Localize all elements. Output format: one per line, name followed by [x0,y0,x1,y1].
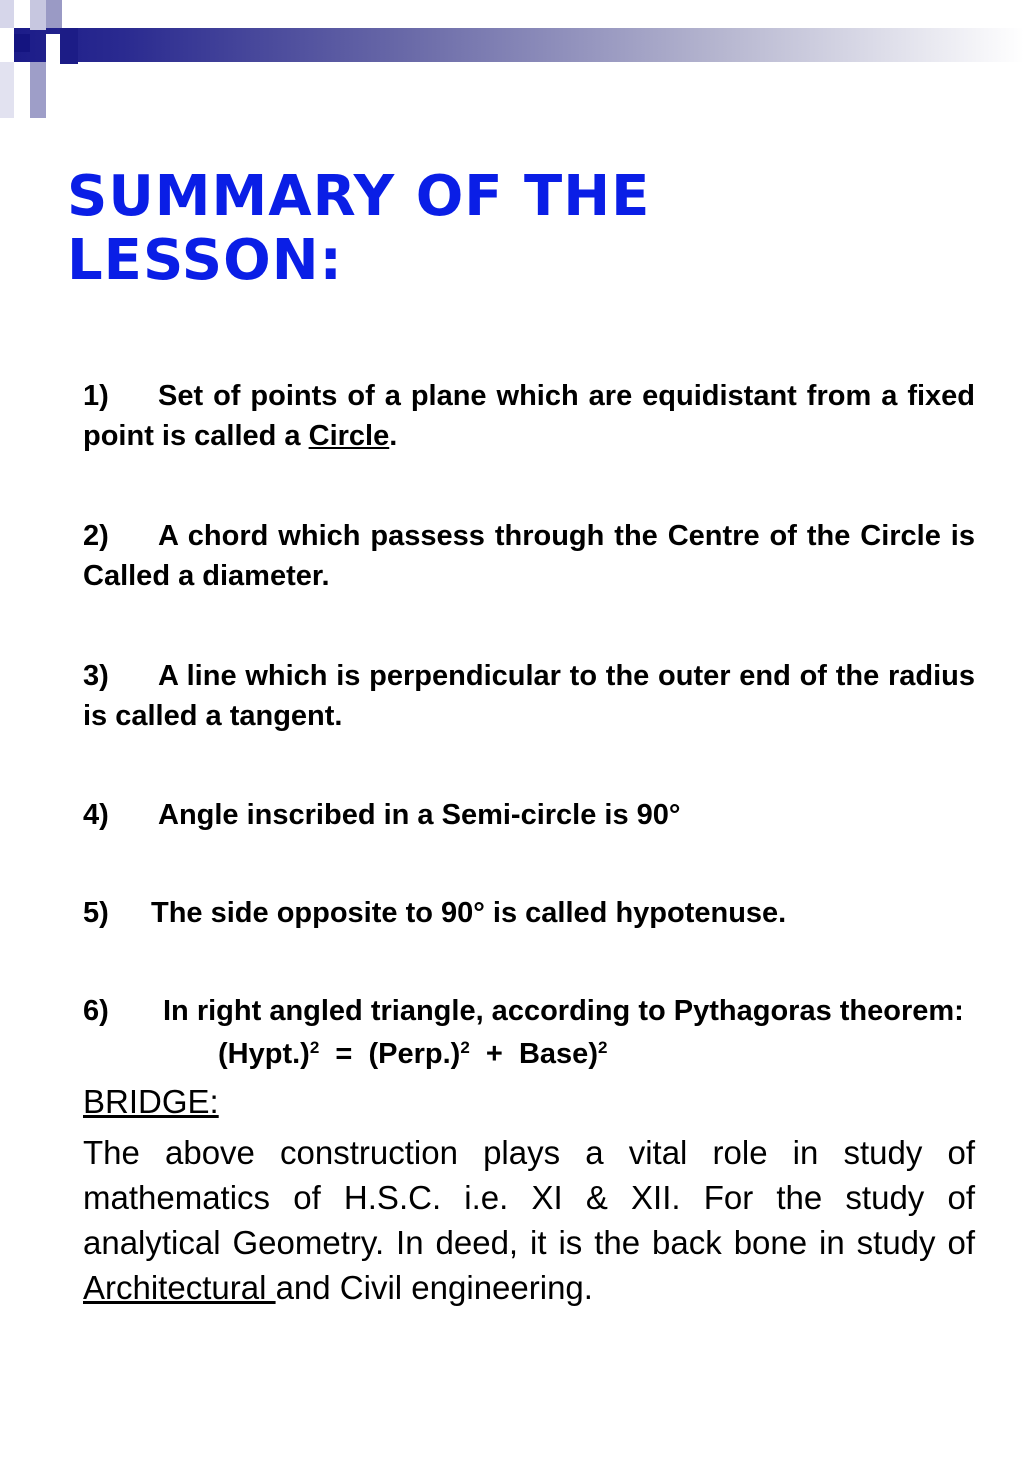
formula-exponent: 2 [309,1038,320,1057]
item-number: 4) [83,799,109,831]
pythagoras-formula [218,1034,975,1074]
decor-square [0,0,14,28]
summary-item-4 [83,795,975,835]
formula-perp: (Perp.) [368,1038,461,1070]
bridge-text: The above construction plays a vital role in study of mathematics of H.S.C. i.e. XI & XII. For the study of analytical Geometry. In deed, it is the back bone in study of [83,1134,975,1261]
decor-square [30,0,46,30]
item-text-end: . [389,420,398,452]
summary-item-2 [83,516,975,596]
item-number: 3) [83,660,109,692]
header-gradient-band [0,28,1024,62]
title-line-1: SUMMARY OF THE [67,164,651,229]
item-number: 1) [83,380,109,412]
architectural-term: Architectural [83,1269,276,1306]
formula-hypt: (Hypt.) [218,1038,310,1070]
summary-item-5 [83,893,975,933]
item-number: 5) [83,897,109,929]
summary-item-6 [83,991,975,1031]
decor-square [46,0,62,28]
summary-content [83,376,975,1310]
title-line-2: LESSON: [67,228,343,293]
formula-equals: = [335,1038,353,1070]
circle-term: Circle [308,420,390,452]
formula-base: Base) [518,1038,598,1070]
item-text: Set of points of a plane which are equidistant from a fixed point is called a [83,380,975,452]
decor-square [60,28,78,64]
item-text: A line which is perpendicular to the outer end of the radius is called a tangent. [83,660,975,732]
bridge-paragraph [83,1130,975,1310]
bridge-text-end: and Civil engineering. [275,1269,593,1306]
slide-title [67,165,650,293]
decor-square [46,34,60,62]
summary-item-3 [83,656,975,736]
decor-square [30,62,46,118]
item-text: A chord which passess through the Centre of the Circle is Called a diameter. [83,520,975,592]
formula-exponent: 2 [597,1038,608,1057]
formula-plus: + [485,1038,503,1070]
summary-item-1 [83,376,975,456]
item-number: 6) [83,995,109,1027]
formula-exponent: 2 [460,1038,470,1057]
item-number: 2) [83,520,109,552]
decor-square [0,62,14,118]
decor-square [14,0,30,28]
item-text: The side opposite to 90° is called hypotenuse. [151,897,787,929]
decor-square [14,34,30,52]
item-text: Angle inscribed in a Semi-circle is 90° [158,799,681,831]
bridge-heading: BRIDGE: [83,1083,219,1120]
item-text: In right angled triangle, according to Pythagoras theorem: [163,995,964,1027]
